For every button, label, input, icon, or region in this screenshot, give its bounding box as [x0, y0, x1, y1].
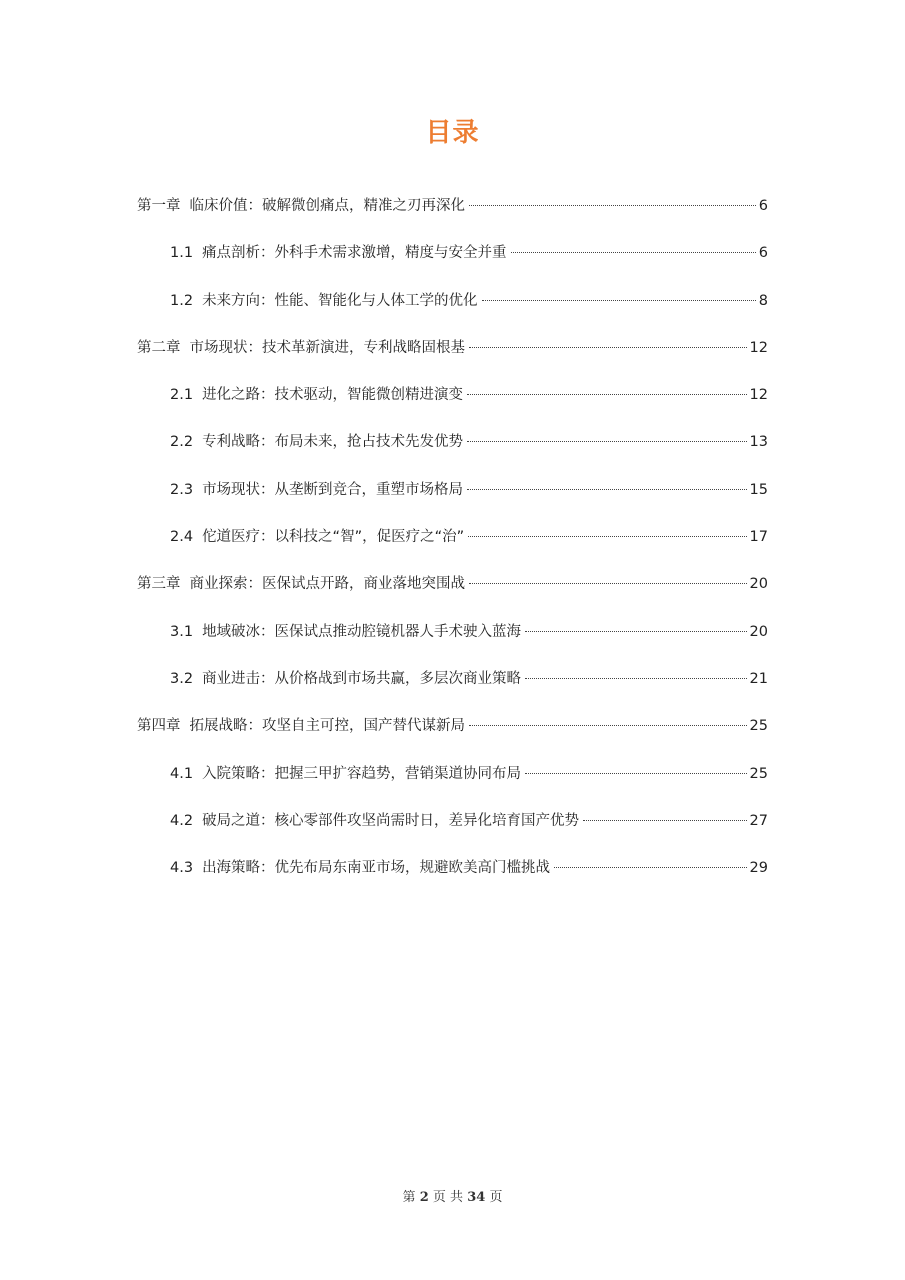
- toc-page-number: 27: [749, 812, 768, 829]
- toc-entry-title: 市场现状：技术革新演进，专利战略固根基: [189, 339, 465, 356]
- toc-page-number: 15: [749, 481, 768, 498]
- toc-page-number: 6: [758, 245, 768, 262]
- toc-section-entry[interactable]: [137, 467, 768, 514]
- toc-entry-title: 商业进击：从价格战到市场共赢，多层次商业策略: [202, 670, 522, 687]
- toc-page-number: 20: [749, 576, 768, 593]
- toc-entry-title: 痛点剖析：外科手术需求激增，精度与安全并重: [202, 245, 507, 262]
- toc-dot-leader: [525, 773, 746, 774]
- toc-page-number: 20: [749, 623, 768, 640]
- toc-entry-number: 4.1: [170, 765, 194, 782]
- toc-dot-leader: [467, 489, 746, 490]
- toc-dot-leader: [554, 867, 746, 868]
- toc-page-number: 29: [749, 860, 768, 877]
- toc-dot-leader: [469, 583, 747, 584]
- toc-entry-number: 2.1: [170, 387, 194, 404]
- toc-section-entry[interactable]: [137, 609, 768, 656]
- toc-entry-number: 1.2: [170, 292, 194, 309]
- toc-entry-number: 3.1: [170, 623, 194, 640]
- toc-dot-leader: [469, 205, 756, 206]
- current-page-number: 2: [419, 1190, 429, 1205]
- toc-section-entry[interactable]: [137, 656, 768, 703]
- toc-dot-leader: [467, 441, 746, 442]
- toc-page-number: 21: [749, 670, 768, 687]
- toc-page-number: 8: [758, 292, 768, 309]
- toc-page-number: 17: [749, 529, 768, 546]
- toc-section-entry[interactable]: [137, 845, 768, 892]
- toc-entry-number: 第三章: [137, 576, 181, 593]
- toc-chapter-entry[interactable]: [137, 183, 768, 230]
- toc-entry-title: 拓展战略：攻坚自主可控，国产替代谋新局: [189, 718, 465, 735]
- toc-chapter-entry[interactable]: [137, 703, 768, 750]
- toc-section-entry[interactable]: [137, 372, 768, 419]
- toc-section-entry[interactable]: [137, 751, 768, 798]
- toc-entry-number: 2.2: [170, 434, 194, 451]
- toc-entry-number: 4.3: [170, 860, 194, 877]
- toc-section-entry[interactable]: [137, 278, 768, 325]
- toc-section-entry[interactable]: [137, 419, 768, 466]
- toc-dot-leader: [525, 631, 746, 632]
- toc-entry-number: 1.1: [170, 245, 194, 262]
- toc-entry-number: 第二章: [137, 339, 181, 356]
- footer-prefix: 第: [402, 1190, 416, 1205]
- toc-dot-leader: [469, 347, 747, 348]
- toc-dot-leader: [468, 536, 746, 537]
- toc-section-entry[interactable]: [137, 798, 768, 845]
- toc-section-entry[interactable]: [137, 514, 768, 561]
- toc-page-number: 12: [749, 339, 768, 356]
- toc-dot-leader: [467, 394, 746, 395]
- toc-dot-leader: [525, 678, 746, 679]
- toc-entry-title: 破局之道：核心零部件攻坚尚需时日，差异化培育国产优势: [202, 812, 580, 829]
- toc-dot-leader: [583, 820, 746, 821]
- toc-section-entry[interactable]: [137, 230, 768, 277]
- toc-page-number: 25: [749, 718, 768, 735]
- footer-total-label: 共: [450, 1190, 464, 1205]
- page-footer: [0, 1186, 905, 1205]
- toc-page-number: 12: [749, 387, 768, 404]
- toc-entry-title: 进化之路：技术驱动，智能微创精进演变: [202, 387, 464, 404]
- toc-entry-title: 出海策略：优先布局东南亚市场，规避欧美高门槛挑战: [202, 860, 551, 877]
- toc-entry-title: 市场现状：从垄断到竞合，重塑市场格局: [202, 481, 464, 498]
- table-of-contents: [137, 183, 768, 892]
- toc-page-number: 13: [749, 434, 768, 451]
- total-page-number: 34: [467, 1190, 486, 1205]
- toc-page-number: 6: [758, 198, 768, 214]
- toc-entry-number: 3.2: [170, 670, 194, 687]
- toc-dot-leader: [469, 725, 747, 726]
- toc-entry-title: 专利战略：布局未来，抢占技术先发优势: [202, 434, 464, 451]
- toc-entry-title: 地域破冰：医保试点推动腔镜机器人手术驶入蓝海: [202, 623, 522, 640]
- toc-entry-number: 4.2: [170, 812, 194, 829]
- toc-entry-number: 第一章: [137, 198, 181, 214]
- toc-entry-title: 佗道医疗：以科技之“智”，促医疗之“治”: [202, 529, 465, 546]
- page-title: 目录: [425, 118, 480, 148]
- toc-entry-title: 商业探索：医保试点开路，商业落地突围战: [189, 576, 465, 593]
- toc-entry-title: 入院策略：把握三甲扩容趋势，营销渠道协同布局: [202, 765, 522, 782]
- toc-entry-title: 临床价值：破解微创痛点，精准之刃再深化: [189, 198, 465, 214]
- toc-page-number: 25: [749, 765, 768, 782]
- toc-dot-leader: [482, 300, 756, 301]
- toc-entry-title: 未来方向：性能、智能化与人体工学的优化: [202, 292, 478, 309]
- toc-entry-number: 第四章: [137, 718, 181, 735]
- footer-suffix: 页: [489, 1190, 503, 1205]
- toc-chapter-entry[interactable]: [137, 325, 768, 372]
- toc-chapter-entry[interactable]: [137, 561, 768, 608]
- toc-entry-number: 2.4: [170, 529, 194, 546]
- toc-dot-leader: [511, 252, 756, 253]
- toc-entry-number: 2.3: [170, 481, 194, 498]
- footer-page-label: 页: [432, 1190, 446, 1205]
